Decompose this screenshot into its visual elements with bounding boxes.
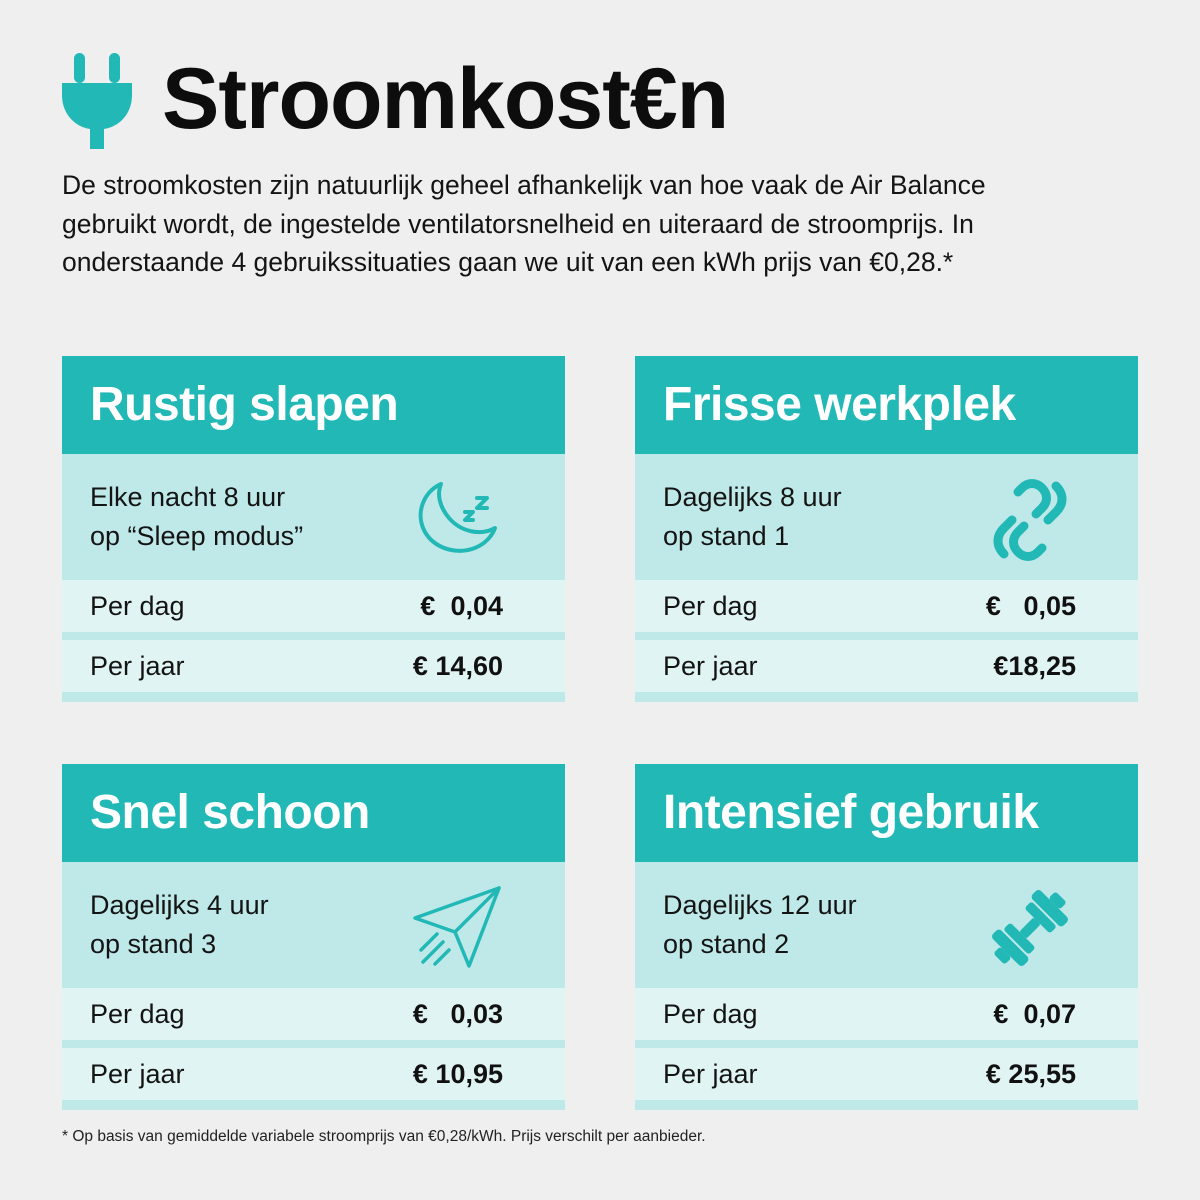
page-header [62, 44, 728, 154]
card-rustig-slapen [62, 356, 565, 702]
per-day-value: € 0,05 [985, 590, 1076, 621]
per-day-row [635, 988, 1138, 1040]
card-title: Snel schoon [62, 764, 565, 862]
per-year-row [62, 1048, 565, 1100]
per-year-value: € 14,60 [412, 650, 503, 681]
per-day-row [635, 580, 1138, 632]
card-bottom-strip [635, 1100, 1138, 1110]
per-year-row [62, 640, 565, 692]
chain-link-icon [984, 474, 1076, 566]
per-year-label: Per jaar [663, 1058, 758, 1089]
per-day-value: € 0,04 [420, 590, 503, 621]
card-body [635, 862, 1138, 988]
row-divider [62, 632, 565, 640]
card-description: Dagelijks 8 uur op stand 1 [663, 482, 842, 551]
card-bottom-strip [62, 692, 565, 702]
row-divider [62, 1040, 565, 1048]
row-divider [635, 1040, 1138, 1048]
dumbbell-icon [984, 882, 1076, 974]
per-year-label: Per jaar [663, 650, 758, 681]
card-body [635, 454, 1138, 580]
card-description: Dagelijks 12 uur op stand 2 [663, 890, 857, 959]
card-bottom-strip [62, 1100, 565, 1110]
footnote: * Op basis van gemiddelde variabele stroomprijs van €0,28/kWh. Prijs verschilt per aanbieder. [62, 1128, 706, 1145]
per-year-value: € 25,55 [985, 1058, 1076, 1089]
card-body [62, 862, 565, 988]
card-title: Rustig slapen [62, 356, 565, 454]
moon-sleep-icon [411, 474, 503, 566]
per-day-label: Per dag [90, 590, 185, 621]
row-divider [635, 632, 1138, 640]
per-year-value: €18,25 [993, 650, 1076, 681]
card-body [62, 454, 565, 580]
per-year-label: Per jaar [90, 650, 185, 681]
card-snel-schoon [62, 764, 565, 1110]
card-title: Intensief gebruik [635, 764, 1138, 862]
per-day-row [62, 580, 565, 632]
card-description: Elke nacht 8 uur op “Sleep modus” [90, 482, 304, 551]
card-frisse-werkplek [635, 356, 1138, 702]
per-year-label: Per jaar [90, 1058, 185, 1089]
card-bottom-strip [635, 692, 1138, 702]
plug-icon [62, 49, 162, 149]
per-day-value: € 0,07 [993, 998, 1076, 1029]
intro-text: De stroomkosten zijn natuurlijk geheel afhankelijk van hoe vaak de Air Balance gebruikt wordt, de ingestelde ventilatorsnelheid en uiteraard de stroomprijs. In onderstaande 4 gebruikssituaties gaan we uit van een kWh prijs van €0,28.* [62, 170, 986, 277]
card-intensief-gebruik [635, 764, 1138, 1110]
per-year-row [635, 640, 1138, 692]
per-day-label: Per dag [663, 998, 758, 1029]
page-title: Stroomkost€n [162, 51, 729, 147]
paper-plane-icon [411, 882, 503, 974]
per-day-label: Per dag [663, 590, 758, 621]
card-description: Dagelijks 4 uur op stand 3 [90, 890, 269, 959]
per-year-row [635, 1048, 1138, 1100]
per-day-value: € 0,03 [412, 998, 503, 1029]
card-title: Frisse werkplek [635, 356, 1138, 454]
per-day-label: Per dag [90, 998, 185, 1029]
per-year-value: € 10,95 [412, 1058, 503, 1089]
per-day-row [62, 988, 565, 1040]
